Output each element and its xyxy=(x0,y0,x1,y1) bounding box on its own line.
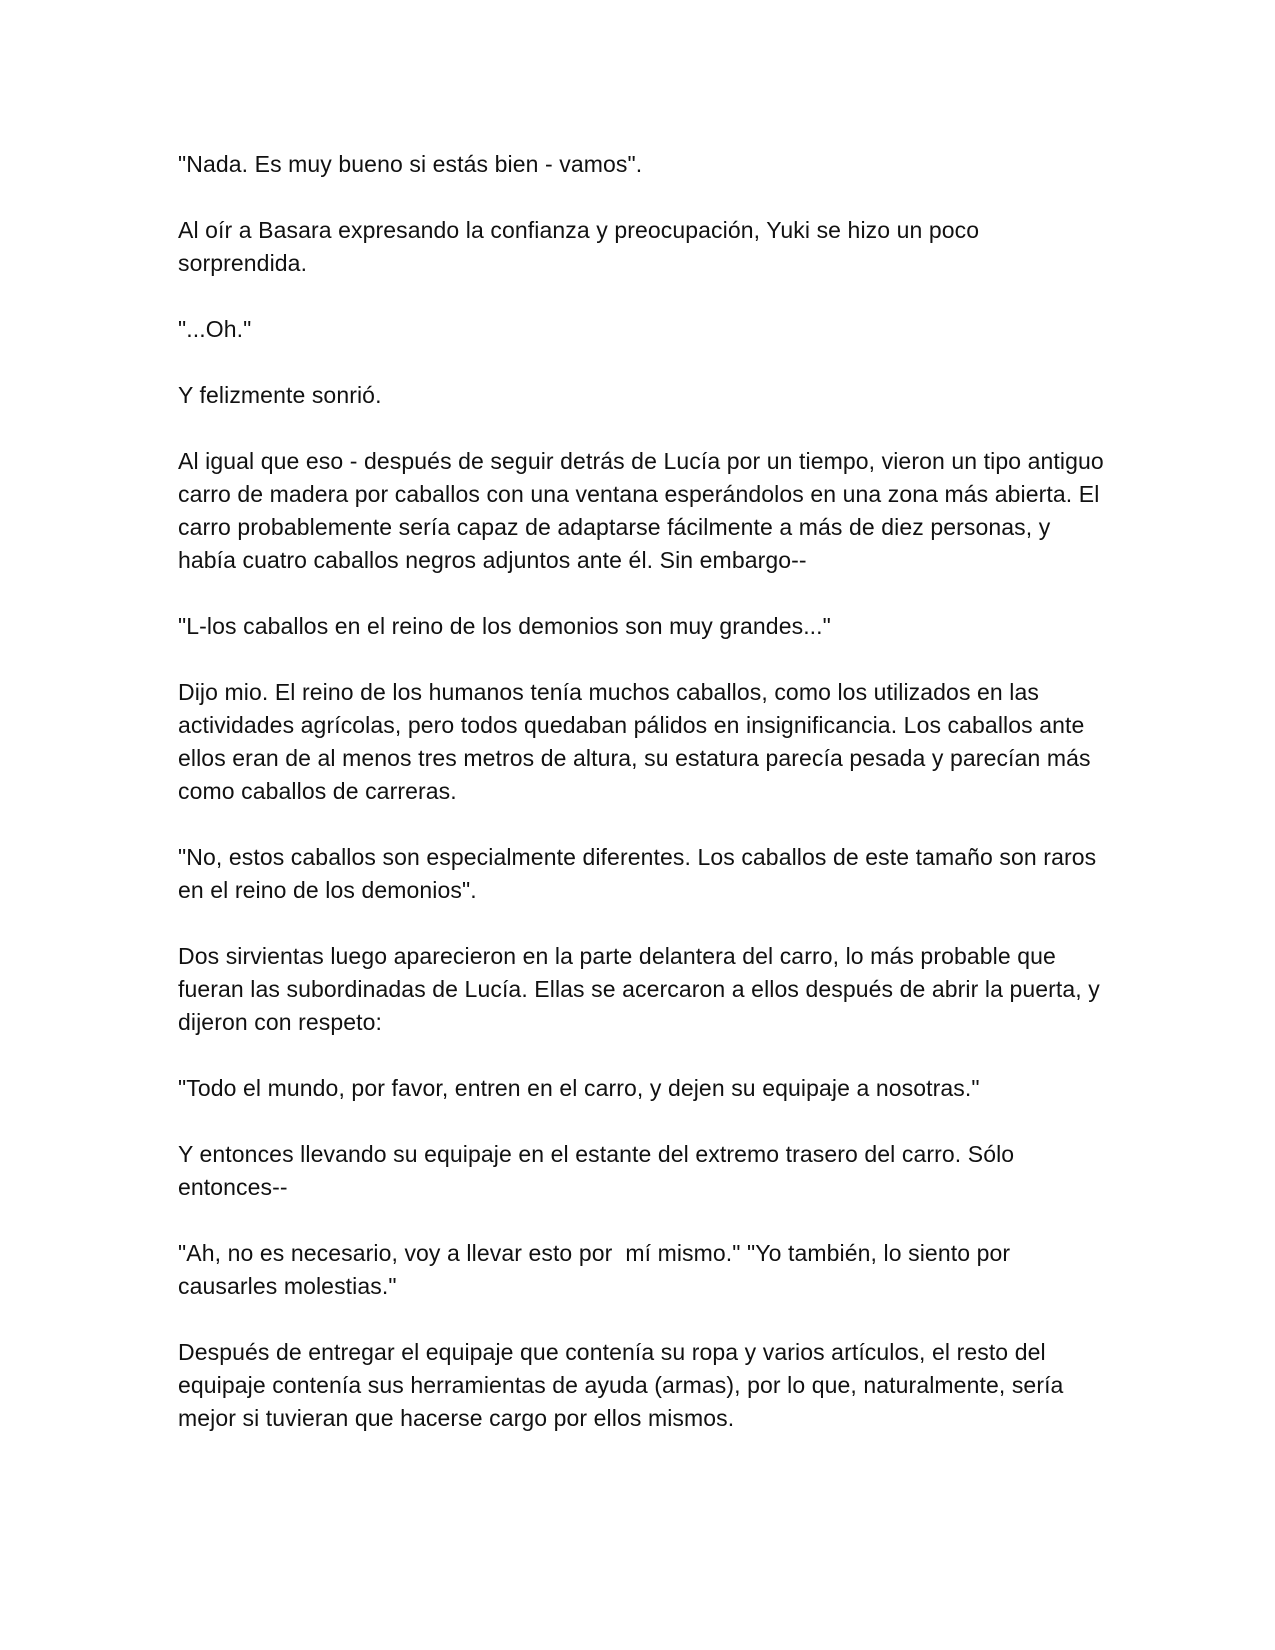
document-body xyxy=(178,148,1111,1468)
paragraph: "Todo el mundo, por favor, entren en el carro, y dejen su equipaje a nosotras." xyxy=(178,1075,980,1101)
paragraph: "No, estos caballos son especialmente diferentes. Los caballos de este tamaño son raros en el reino de los demonios". xyxy=(178,844,1103,903)
paragraph: "Nada. Es muy bueno si estás bien - vamos". xyxy=(178,151,643,177)
paragraph: Al oír a Basara expresando la confianza y preocupación, Yuki se hizo un poco sorprendida. xyxy=(178,217,986,276)
paragraph: "L-los caballos en el reino de los demonios son muy grandes..." xyxy=(178,613,831,639)
paragraph: "...Oh." xyxy=(178,316,252,342)
paragraph: "Ah, no es necesario, voy a llevar esto por mí mismo." "Yo también, lo siento por causarles molestias." xyxy=(178,1240,1017,1299)
paragraph: Dijo mio. El reino de los humanos tenía muchos caballos, como los utilizados en las actividades agrícolas, pero todos quedaban pálidos en insignificancia. Los caballos ante ellos eran de al menos tres metros de altura, su estatura parecía pesada y parecían más como caballos de carreras. xyxy=(178,679,1098,804)
paragraph: Y felizmente sonrió. xyxy=(178,382,382,408)
paragraph: Dos sirvientas luego aparecieron en la parte delantera del carro, lo más probable que fueran las subordinadas de Lucía. Ellas se acercaron a ellos después de abrir la puerta, y dijeron con respeto: xyxy=(178,943,1107,1035)
paragraph: Al igual que eso - después de seguir detrás de Lucía por un tiempo, vieron un tipo antiguo carro de madera por caballos con una ventana esperándolos en una zona más abierta. El carro probablemente sería capaz de adaptarse fácilmente a más de diez personas, y había cuatro caballos negros adjuntos ante él. Sin embargo-- xyxy=(178,448,1111,573)
paragraph: Después de entregar el equipaje que contenía su ropa y varios artículos, el resto del equipaje contenía sus herramientas de ayuda (armas), por lo que, naturalmente, sería mejor si tuvieran que hacerse cargo por ellos mismos. xyxy=(178,1339,1070,1431)
paragraph: Y entonces llevando su equipaje en el estante del extremo trasero del carro. Sólo entonces-- xyxy=(178,1141,1021,1200)
